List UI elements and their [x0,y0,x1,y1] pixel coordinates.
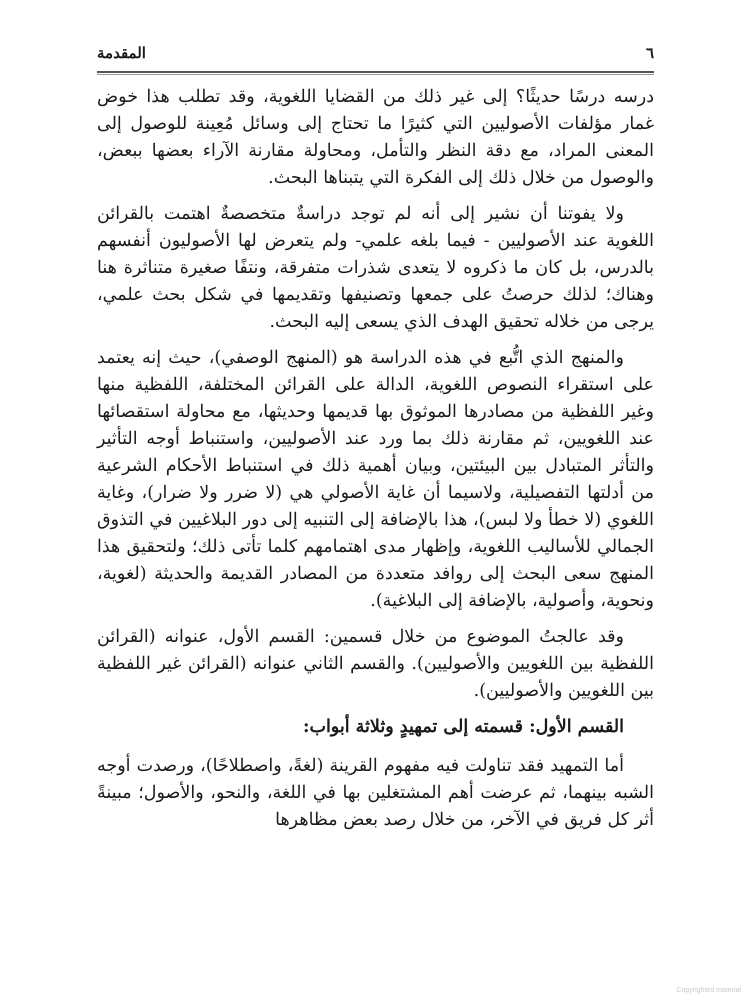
section-title: المقدمة [97,44,146,62]
paragraph: والمنهج الذي اتُّبع في هذه الدراسة هو (المنهج الوصفي)، حيث إنه يعتمد على استقراء النصوص اللغوية، الدالة على القرائن المختلفة، اللفظية منها وغير اللفظية من مصادرها الموثوق بها قديمها وحديثها، مع محاولة استقصائها عند اللغويين، ثم مقارنة ذلك بما ورد عند الأصوليين، واستنباط أوجه التأثير والتأثر المتبادل بين البيئتين، وبيان أهمية ذلك في استنباط الأحكام الشرعية من أدلتها التفصيلية، ولاسيما أن غاية الأصولي هي (لا ضرر ولا ضرار)، وغاية اللغوي (لا خطأ ولا لبس)، هذا بالإضافة إلى التنبيه إلى دور البلاغيين في التذوق الجمالي للأساليب اللغوية، وإظهار مدى اهتمامهم كلما تأتى ذلك؛ ولتحقيق هذا المنهج سعى البحث إلى روافد متعددة من المصادر القديمة والحديثة (لغوية، ونحوية، وأصولية، بالإضافة إلى البلاغية). [97,348,654,611]
copyright-watermark: Copyrighted material [676,987,741,994]
paragraph: أما التمهيد فقد تناولت فيه مفهوم القرينة (لغةً، واصطلاحًا)، ورصدت أوجه الشبه بينهما، ثم عرضت أهم المشتغلين بها في اللغة، والنحو، والأصول؛ مبينةً أثر كل فريق في الآخر، من خلال رصد بعض مظاهرها [97,756,654,830]
running-header [97,38,654,62]
header-divider [97,71,654,73]
body-text [97,84,654,843]
section-heading: القسم الأول: قسمته إلى تمهيدٍ وثلاثة أبواب: [303,717,624,737]
page-number: ٦ [645,44,654,62]
paragraph: وقد عالجتُ الموضوع من خلال قسمين: القسم الأول، عنوانه (القرائن اللفظية بين اللغويين والأصوليين). والقسم الثاني عنوانه (القرائن غير اللفظية بين اللغويين والأصوليين). [97,627,654,701]
paragraph-continuation: درسه درسًا حديثًا؟ إلى غير ذلك من القضايا اللغوية، وقد تطلب هذا خوض غمار مؤلفات الأصوليين التي كثيرًا ما تحتاج إلى وسائل مُعِينة للوصول إلى المعنى المراد، مع دقة النظر والتأمل، ومحاولة مقارنة الآراء بعضها ببعض، والوصول من خلال ذلك إلى الفكرة التي يتبناها البحث. [97,87,654,188]
paragraph: ولا يفوتنا أن نشير إلى أنه لم توجد دراسةٌ متخصصةٌ اهتمت بالقرائن اللغوية عند الأصوليين - فيما بلغه علمي- ولم يتعرض لها الأصوليون أنفسهم بالدرس، بل كان ما ذكروه لا يتعدى شذرات متفرقة، ونتفًا صغيرة متناثرة هنا وهناك؛ لذلك حرصتُ على جمعها وتصنيفها وتقديمها في شكل بحث علمي، يرجى من خلاله تحقيق الهدف الذي يسعى إليه البحث. [97,204,654,332]
